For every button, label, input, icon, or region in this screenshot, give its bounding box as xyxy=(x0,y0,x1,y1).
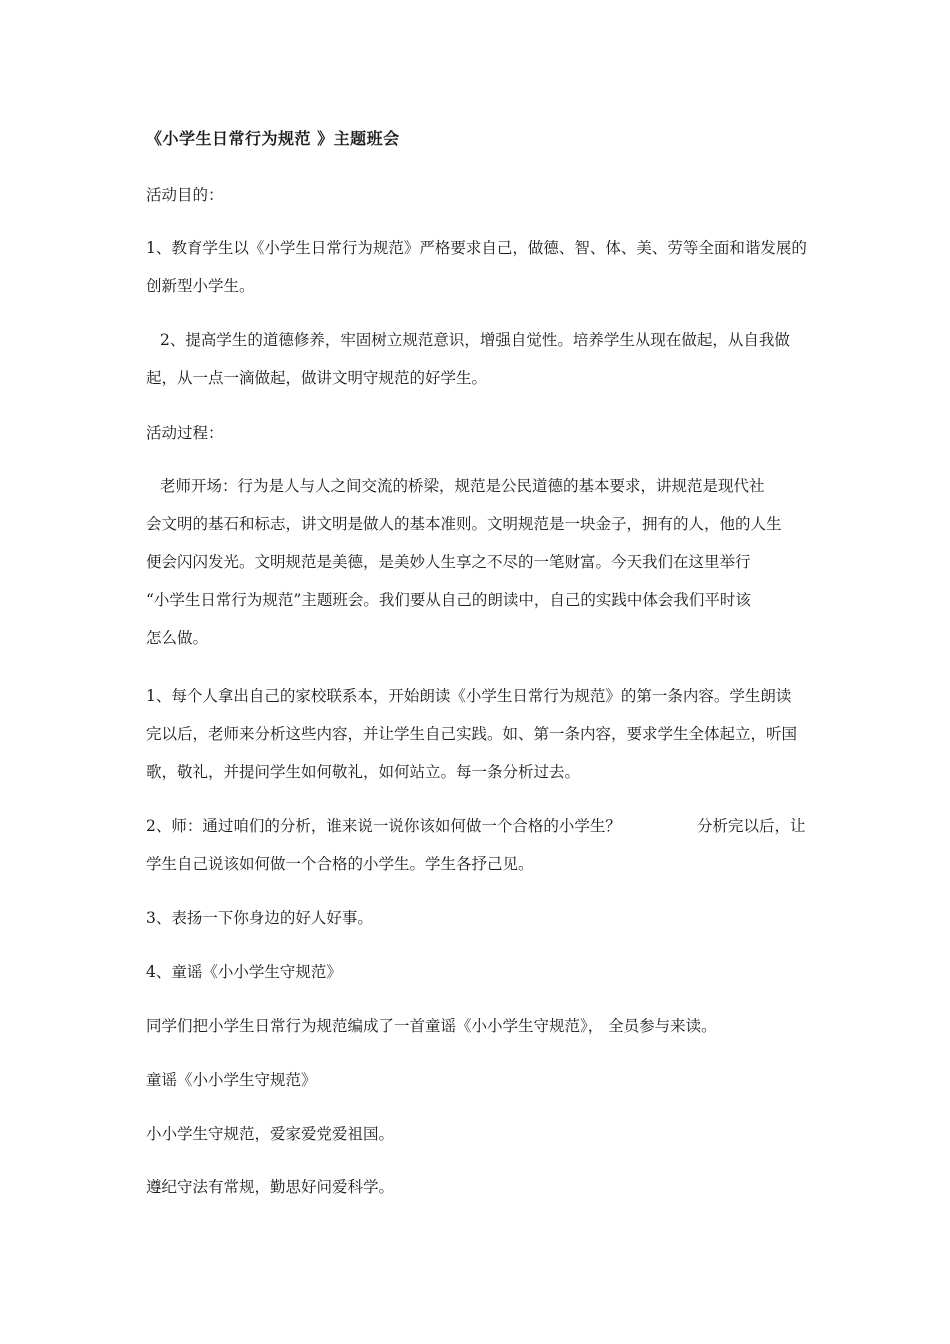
text-line: 1、教育学生以《小学生日常行为规范》严格要求自己，做德、智、体、美、劳等全面和谐发展的 xyxy=(146,239,807,257)
process-step-2 xyxy=(146,807,808,883)
step-2-continuation: 分析完以后，让 xyxy=(697,817,806,835)
rhyme-line-2: 遵纪守法有常规，勤思好问爱科学。 xyxy=(146,1178,395,1196)
purpose-item-2 xyxy=(146,321,808,397)
text-line: 起，从一点一滴做起，做讲文明守规范的好学生。 xyxy=(146,369,488,387)
purpose-item-1 xyxy=(146,229,808,305)
text-line: “小学生日常行为规范”主题班会。我们要从自己的朗读中，自己的实践中体会我们平时该 xyxy=(146,591,751,609)
purpose-heading: 活动目的： xyxy=(146,186,224,204)
text-line: 老师开场：行为是人与人之间交流的桥梁，规范是公民道德的基本要求，讲规范是现代社 xyxy=(160,477,765,495)
text-line: 2、提高学生的道德修养，牢固树立规范意识，增强自觉性。培养学生从现在做起，从自我做 xyxy=(160,331,790,349)
teacher-opening xyxy=(146,467,808,657)
text-line: 完以后，老师来分析这些内容，并让学生自己实践。如、第一条内容，要求学生全体起立，听国 xyxy=(146,725,798,743)
rhyme-line-1: 小小学生守规范，爱家爱党爱祖国。 xyxy=(146,1125,395,1143)
process-step-4: 4、童谣《小小学生守规范》 xyxy=(146,963,342,981)
step-4-intro: 同学们把小学生日常行为规范编成了一首童谣《小小学生守规范》， 全员参与来读。 xyxy=(146,1017,717,1035)
document-title: 《小学生日常行为规范 》主题班会 xyxy=(146,129,400,148)
text-line: 会文明的基石和标志，讲文明是做人的基本准则。文明规范是一块金子，拥有的人，他的人生 xyxy=(146,515,782,533)
text-line: 创新型小学生。 xyxy=(146,277,255,295)
text-line: 歌，敬礼，并提问学生如何敬礼，如何站立。每一条分析过去。 xyxy=(146,763,581,781)
text-line: 便会闪闪发光。文明规范是美德，是美妙人生享之不尽的一笔财富。今天我们在这里举行 xyxy=(146,553,751,571)
process-heading: 活动过程： xyxy=(146,424,224,442)
text-line: 怎么做。 xyxy=(146,629,209,647)
text-line: 学生自己说该如何做一个合格的小学生。学生各抒己见。 xyxy=(146,855,534,873)
process-step-1 xyxy=(146,677,808,791)
text-line-split xyxy=(146,807,808,845)
process-step-3: 3、表扬一下你身边的好人好事。 xyxy=(146,909,373,927)
rhyme-title: 童谣《小小学生守规范》 xyxy=(146,1071,317,1089)
step-2-question: 2、师：通过咱们的分析，谁来说一说你该如何做一个合格的小学生？ xyxy=(146,817,621,835)
text-line: 1、每个人拿出自己的家校联系本，开始朗读《小学生日常行为规范》的第一条内容。学生朗读 xyxy=(146,687,792,705)
